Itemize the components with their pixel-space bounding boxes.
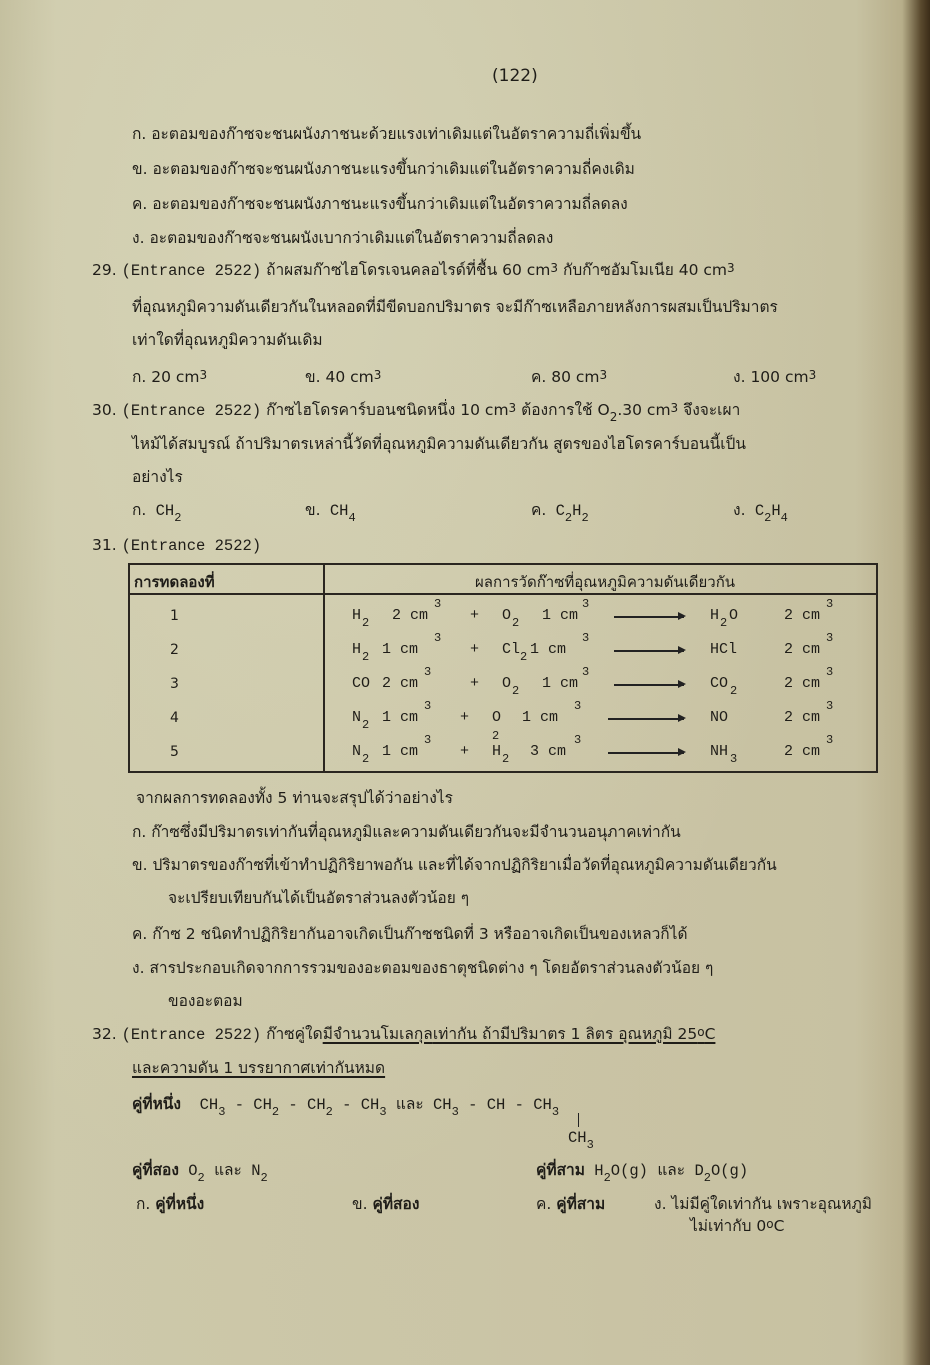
subscript: 4 bbox=[780, 511, 788, 525]
option-value: 20 cm bbox=[151, 368, 200, 386]
question-source: (Entrance 2522) bbox=[121, 402, 262, 420]
reactant2: H bbox=[492, 743, 502, 760]
subscript: 2 bbox=[362, 650, 370, 664]
superscript: 3 bbox=[424, 665, 432, 679]
q32-pair1: คู่ที่หนึ่ง $CH_3 - CH_2 - CH_2 - CH_3$ และ $CH_3$ - CH - $CH_3$ bbox=[132, 1095, 560, 1119]
reactant2: O bbox=[502, 607, 512, 624]
question-number: 32. bbox=[92, 1025, 117, 1043]
volume: 1 cm bbox=[382, 709, 419, 726]
question-text: มีจำนวนโมเลกุล bbox=[322, 1025, 433, 1043]
volume: 1 cm bbox=[382, 641, 419, 658]
option-label: ง. bbox=[654, 1195, 667, 1213]
q31-question: จากผลการทดลองทั้ง 5 ท่านจะสรุปได้ว่าอย่างไร bbox=[136, 789, 453, 807]
q29-line1 bbox=[92, 260, 735, 281]
q32-option-d-cont bbox=[690, 1216, 784, 1237]
option-label: ข. bbox=[305, 501, 321, 519]
q31-option-d bbox=[132, 958, 713, 978]
reactant2: O bbox=[492, 709, 502, 726]
subscript: 2 bbox=[174, 511, 182, 525]
reactant1: N bbox=[352, 709, 362, 726]
table-row-number: 3 bbox=[170, 676, 179, 692]
plus: + bbox=[470, 641, 480, 658]
q31-option-d-cont: ของอะตอม bbox=[168, 992, 243, 1010]
question-text: ก๊าซคู่ใด bbox=[266, 1025, 323, 1043]
volume: 3 cm bbox=[530, 743, 567, 760]
superscript: 3 bbox=[826, 597, 834, 611]
q28-option-d bbox=[132, 228, 553, 248]
product: O bbox=[729, 607, 739, 624]
question-number: 31. bbox=[92, 536, 117, 554]
q30-option-d bbox=[733, 500, 788, 525]
question-source: (Entrance 2522) bbox=[121, 1026, 262, 1044]
table-divider bbox=[323, 565, 325, 771]
option-label: ก. bbox=[132, 125, 147, 143]
subscript: 2 bbox=[581, 511, 589, 525]
volume: 1 cm bbox=[382, 743, 419, 760]
volume: 2 cm bbox=[784, 743, 821, 760]
q32-branch: $CH_3$ bbox=[568, 1129, 594, 1152]
subscript: 3 bbox=[730, 752, 738, 766]
subscript: 2 bbox=[609, 410, 618, 424]
question-text: และความดัน 1 บรรยากาศเท่ากันหมด bbox=[132, 1059, 386, 1077]
experiment-table bbox=[128, 563, 878, 773]
table-header-results: ผลการวัดก๊าซที่อุณหภูมิความดันเดียวกัน bbox=[475, 573, 736, 591]
superscript: 3 bbox=[434, 597, 442, 611]
superscript: 3 bbox=[582, 631, 590, 645]
q30-line3: อย่างไร bbox=[132, 468, 183, 486]
q28-option-b bbox=[132, 159, 635, 179]
product: CO bbox=[710, 675, 729, 692]
volume: 1 cm bbox=[542, 607, 579, 624]
formula: H bbox=[572, 502, 582, 520]
option-label: ค. bbox=[536, 1195, 552, 1213]
subscript: 2 bbox=[512, 616, 520, 630]
option-text: ปริมาตรของก๊าซที่เข้าทำปฏิกิริยาพอกัน และที่ได้จากปฏิกิริยาเมื่อวัดที่อุณหภูมิความดันเดียวกัน bbox=[152, 856, 777, 874]
option-label: ข. bbox=[132, 856, 148, 874]
subscript: 2 bbox=[502, 752, 510, 766]
subscript: 2 bbox=[730, 684, 738, 698]
option-text: อะตอมของก๊าซจะชนผนังภาชนะแรงขึ้นกว่าเดิมแต่ในอัตราความถี่ลดลง bbox=[152, 195, 628, 213]
subscript: 2 bbox=[362, 718, 370, 732]
superscript: 3 bbox=[670, 401, 679, 415]
formula: C bbox=[555, 502, 565, 520]
volume: 2 cm bbox=[382, 675, 419, 692]
superscript: 3 bbox=[826, 631, 834, 645]
q30-option-b bbox=[305, 500, 356, 525]
plus: + bbox=[460, 709, 470, 726]
subscript: 2 bbox=[520, 650, 528, 664]
superscript: 3 bbox=[826, 665, 834, 679]
superscript: 3 bbox=[826, 699, 834, 713]
table-header-experiment: การทดลองที่ bbox=[134, 573, 215, 591]
table-row-number: 5 bbox=[170, 744, 179, 760]
option-label: ก. bbox=[136, 1195, 151, 1213]
superscript: 3 bbox=[199, 368, 208, 382]
question-number: 30. bbox=[92, 401, 117, 419]
q30-line1 bbox=[92, 400, 741, 424]
conjunction: และ bbox=[657, 1161, 686, 1179]
arrow-icon bbox=[608, 752, 684, 754]
subscript: 2 bbox=[492, 729, 500, 743]
question-text: ต้องการใช้ O bbox=[521, 401, 610, 419]
q32-option-b bbox=[352, 1194, 419, 1214]
pair-label: คู่ที่สาม bbox=[536, 1161, 585, 1179]
volume: 2 cm bbox=[784, 709, 821, 726]
question-source: (Entrance 2522) bbox=[121, 262, 262, 280]
subscript: 2 bbox=[764, 511, 772, 525]
table-row-number: 4 bbox=[170, 710, 179, 726]
arrow-icon bbox=[614, 684, 684, 686]
question-text: ก๊าซไฮโดรคาร์บอนชนิดหนึ่ง 10 cm bbox=[266, 401, 509, 419]
option-text: ก๊าซ 2 ชนิดทำปฏิกิริยากันอาจเกิดเป็นก๊าซชนิดที่ 3 หรืออาจเกิดเป็นของเหลวก็ได้ bbox=[152, 925, 688, 943]
option-label: ค. bbox=[132, 925, 148, 943]
product: NH bbox=[710, 743, 729, 760]
formula: C bbox=[754, 502, 765, 520]
option-label: ง. bbox=[733, 501, 746, 519]
option-label: ข. bbox=[132, 160, 148, 178]
option-label: ง. bbox=[132, 229, 145, 247]
q31-option-b-cont: จะเปรียบเทียบกันได้เป็นอัตราส่วนลงตัวน้อย ๆ bbox=[168, 889, 470, 907]
page-number: (122) bbox=[492, 66, 538, 86]
superscript: 3 bbox=[574, 699, 582, 713]
arrow-icon bbox=[614, 650, 684, 652]
option-label: ก. bbox=[132, 823, 147, 841]
q32-pair2: คู่ที่สอง $O_2$ และ $N_2$ bbox=[132, 1161, 268, 1185]
option-label: ง. bbox=[733, 368, 746, 386]
reactant2: O bbox=[502, 675, 512, 692]
pair-label: คู่ที่หนึ่ง bbox=[132, 1095, 181, 1113]
q30-option-a bbox=[132, 500, 182, 525]
q29-line3: เท่าใดที่อุณหภูมิความดันเดิม bbox=[132, 331, 323, 349]
q29-option-c bbox=[531, 367, 607, 388]
subscript: 2 bbox=[362, 616, 370, 630]
superscript: 3 bbox=[808, 368, 817, 382]
q31-option-b bbox=[132, 855, 777, 875]
product: NO bbox=[710, 709, 729, 726]
q30-line2: ไหม้ได้สมบูรณ์ ถ้าปริมาตรเหล่านี้วัดที่อุณหภูมิความดันเดียวกัน สูตรของไฮโดรคาร์บอนนี้เป็น bbox=[132, 435, 746, 453]
superscript: 3 bbox=[826, 733, 834, 747]
degree-symbol: o bbox=[697, 1025, 705, 1039]
plus: + bbox=[470, 675, 480, 692]
question-text: .30 cm bbox=[617, 401, 671, 419]
subscript: 2 bbox=[720, 616, 728, 630]
q32-line2 bbox=[132, 1058, 385, 1078]
arrow-icon bbox=[614, 616, 684, 618]
option-value: 40 cm bbox=[325, 368, 374, 386]
q32-option-a bbox=[136, 1194, 204, 1214]
q29-line2: ที่อุณหภูมิความดันเดียวกันในหลอดที่มีขีดบอกปริมาตร จะมีก๊าซเหลือภายหลังการผสมเป็นปริมาตร bbox=[132, 298, 778, 316]
formula: O(g) bbox=[710, 1162, 749, 1180]
q32-pair3: คู่ที่สาม $H_2O(g)$ และ $D_2O(g)$ bbox=[536, 1161, 749, 1185]
superscript: 3 bbox=[550, 261, 559, 275]
unit: C bbox=[773, 1217, 785, 1235]
reactant1: CO bbox=[352, 675, 371, 692]
option-label: ค. bbox=[531, 501, 547, 519]
option-label: ก. bbox=[132, 501, 147, 519]
subscript: 2 bbox=[362, 752, 370, 766]
formula: H bbox=[771, 502, 781, 520]
q31-option-a bbox=[132, 822, 681, 842]
option-text: อะตอมของก๊าซจะชนผนังภาชนะแรงขึ้นกว่าเดิมแต่ในอัตราความถี่คงเดิม bbox=[152, 160, 635, 178]
question-source: (Entrance 2522) bbox=[121, 537, 262, 555]
conjunction: และ bbox=[395, 1095, 424, 1113]
superscript: 3 bbox=[424, 733, 432, 747]
formula: CH bbox=[329, 502, 349, 520]
option-value: 80 cm bbox=[551, 368, 600, 386]
reactant1: N bbox=[352, 743, 362, 760]
option-label: ง. bbox=[132, 959, 145, 977]
q32-option-c bbox=[536, 1194, 605, 1214]
option-label: ข. bbox=[305, 368, 321, 386]
subscript: 2 bbox=[564, 511, 573, 525]
superscript: 3 bbox=[434, 631, 442, 645]
q28-option-a bbox=[132, 124, 641, 144]
q32-line1 bbox=[92, 1024, 715, 1045]
unit: C bbox=[704, 1025, 716, 1043]
degree-symbol: o bbox=[766, 1217, 774, 1231]
question-text: กับก๊าซอัมโมเนีย 40 cm bbox=[562, 261, 728, 279]
q32-option-d bbox=[654, 1194, 872, 1214]
option-text: สารประกอบเกิดจากการรวมของอะตอมของธาตุชนิดต่าง ๆ โดยอัตราส่วนลงตัวน้อย ๆ bbox=[149, 959, 714, 977]
formula: CH bbox=[155, 502, 175, 520]
q31-option-c bbox=[132, 924, 688, 944]
arrow-icon bbox=[608, 718, 684, 720]
option-label: ค. bbox=[132, 195, 148, 213]
option-text: คู่ที่สาม bbox=[556, 1195, 606, 1213]
volume: 1 cm bbox=[542, 675, 579, 692]
option-text: ก๊าซซึ่งมีปริมาตรเท่ากันที่อุณหภูมิและความดันเดียวกันจะมีจำนวนอนุภาคเท่ากัน bbox=[151, 823, 681, 841]
question-text: ถ้าผสมก๊าซไฮโดรเจนคลอไรด์ที่ชื้น 60 cm bbox=[266, 261, 551, 279]
superscript: 3 bbox=[599, 368, 608, 382]
superscript: 3 bbox=[727, 261, 735, 275]
pair-label: คู่ที่สอง bbox=[132, 1161, 179, 1179]
option-text: คู่ที่หนึ่ง bbox=[155, 1195, 205, 1213]
question-number: 29. bbox=[92, 261, 117, 279]
q29-option-a bbox=[132, 367, 207, 388]
superscript: 3 bbox=[424, 699, 432, 713]
subscript: 4 bbox=[348, 511, 356, 525]
bond-line bbox=[578, 1113, 579, 1127]
q28-option-c bbox=[132, 194, 628, 214]
reactant2: Cl bbox=[502, 641, 521, 658]
option-text: อะตอมของก๊าซจะชนผนังภาชนะด้วยแรงเท่าเดิมแต่ในอัตราความถี่เพิ่มขึ้น bbox=[151, 125, 642, 143]
plus: + bbox=[470, 607, 480, 624]
option-label: ค. bbox=[531, 368, 547, 386]
option-text: อะตอมของก๊าซจะชนผนังเบากว่าเดิมแต่ในอัตราความถี่ลดลง bbox=[149, 229, 554, 247]
volume: 1 cm bbox=[522, 709, 559, 726]
superscript: 3 bbox=[574, 733, 582, 747]
volume: 1 cm bbox=[530, 641, 567, 658]
volume: 2 cm bbox=[784, 607, 821, 624]
q30-option-c bbox=[531, 500, 589, 525]
superscript: 3 bbox=[508, 401, 517, 415]
product: H bbox=[710, 607, 720, 624]
superscript: 3 bbox=[582, 665, 590, 679]
reactant1: H bbox=[352, 607, 362, 624]
superscript: 3 bbox=[582, 597, 590, 611]
option-text: ไม่มีคู่ใดเท่ากัน เพราะอุณหภูมิ bbox=[671, 1195, 873, 1213]
option-text: ไม่เท่ากับ 0 bbox=[690, 1217, 767, 1235]
q29-option-b bbox=[305, 367, 381, 388]
table-row-number: 1 bbox=[170, 608, 179, 624]
option-label: ก. bbox=[132, 368, 147, 386]
plus: + bbox=[460, 743, 470, 760]
superscript: 3 bbox=[373, 368, 382, 382]
product: HCl bbox=[710, 641, 738, 658]
question-text: เท่ากัน ถ้ามีปริมาตร 1 ลิตร อุณหภูมิ 25 bbox=[432, 1025, 698, 1043]
subscript: 2 bbox=[512, 684, 520, 698]
volume: 2 cm bbox=[784, 675, 821, 692]
volume: 2 cm bbox=[392, 607, 429, 624]
q29-option-d bbox=[733, 367, 816, 388]
volume: 2 cm bbox=[784, 641, 821, 658]
option-value: 100 cm bbox=[750, 368, 809, 386]
formula: O(g) bbox=[610, 1162, 648, 1180]
conjunction: และ bbox=[214, 1161, 242, 1179]
option-label: ข. bbox=[352, 1195, 368, 1213]
reactant1: H bbox=[352, 641, 362, 658]
q31-line1 bbox=[92, 535, 261, 556]
option-text: คู่ที่สอง bbox=[372, 1195, 420, 1213]
question-text: จึงจะเผา bbox=[683, 401, 741, 419]
table-row-number: 2 bbox=[170, 642, 179, 658]
